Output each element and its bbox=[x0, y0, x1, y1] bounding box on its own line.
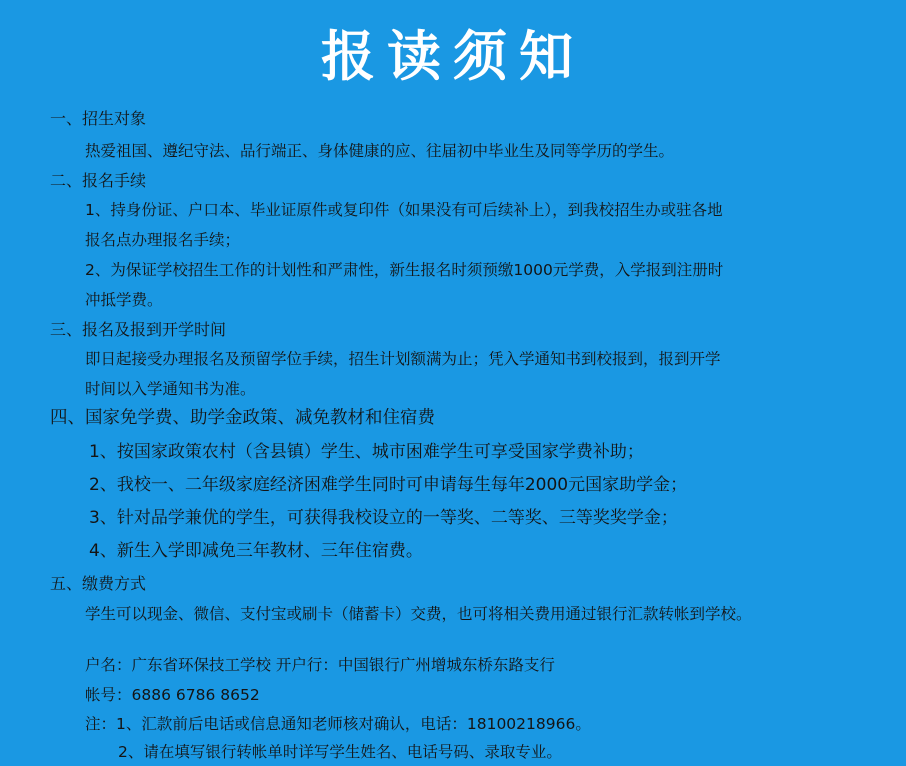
payment-note-1: 注：1、汇款前后电话或信息通知老师核对确认，电话：18100218966。 bbox=[85, 715, 591, 733]
section-heading-schedule: 三、报名及报到开学时间 bbox=[50, 320, 227, 339]
page-title: 报读须知 bbox=[321, 25, 585, 88]
section-text-line: 学生可以现金、微信、支付宝或刷卡（储蓄卡）交费，也可将相关费用通过银行汇款转帐到学校。 bbox=[85, 605, 752, 623]
bank-account-number: 帐号：6886 6786 8652 bbox=[85, 686, 260, 704]
section-text-line: 报名点办理报名手续； bbox=[85, 231, 241, 249]
section-text-line: 2、我校一、二年级家庭经济困难学生同时可申请每生每年2000元国家助学金； bbox=[89, 475, 688, 495]
section-text-line: 1、持身份证、户口本、毕业证原件或复印件（如果没有可后续补上），到我校招生办或驻各地 bbox=[85, 201, 723, 219]
section-text-line: 即日起接受办理报名及预留学位手续，招生计划额满为止；凭入学通知书到校报到，报到开学 bbox=[85, 350, 721, 368]
section-heading-admission-target: 一、招生对象 bbox=[50, 109, 147, 128]
section-text-line: 1、按国家政策农村（含县镇）学生、城市困难学生可享受国家学费补助； bbox=[89, 442, 644, 462]
section-text-line: 冲抵学费。 bbox=[85, 291, 163, 309]
section-heading-registration: 二、报名手续 bbox=[50, 171, 147, 190]
section-text-line: 2、为保证学校招生工作的计划性和严肃性，新生报名时须预缴1000元学费，入学报到注册时 bbox=[85, 261, 724, 279]
section-text-line: 热爱祖国、遵纪守法、品行端正、身体健康的应、往届初中毕业生及同等学历的学生。 bbox=[85, 142, 675, 160]
section-text-line: 3、针对品学兼优的学生，可获得我校设立的一等奖、二等奖、三等奖奖学金； bbox=[89, 508, 678, 528]
section-heading-subsidies: 四、国家免学费、助学金政策、减免教材和住宿费 bbox=[50, 408, 435, 428]
section-heading-payment: 五、缴费方式 bbox=[50, 574, 147, 593]
payment-note-2: 2、请在填写银行转帐单时详写学生姓名、电话号码、录取专业。 bbox=[118, 743, 562, 761]
bank-account-line: 户名：广东省环保技工学校 开户行：中国银行广州增城东桥东路支行 bbox=[85, 656, 555, 674]
section-text-line: 时间以入学通知书为准。 bbox=[85, 380, 256, 398]
section-text-line: 4、新生入学即减免三年教材、三年住宿费。 bbox=[89, 541, 423, 561]
